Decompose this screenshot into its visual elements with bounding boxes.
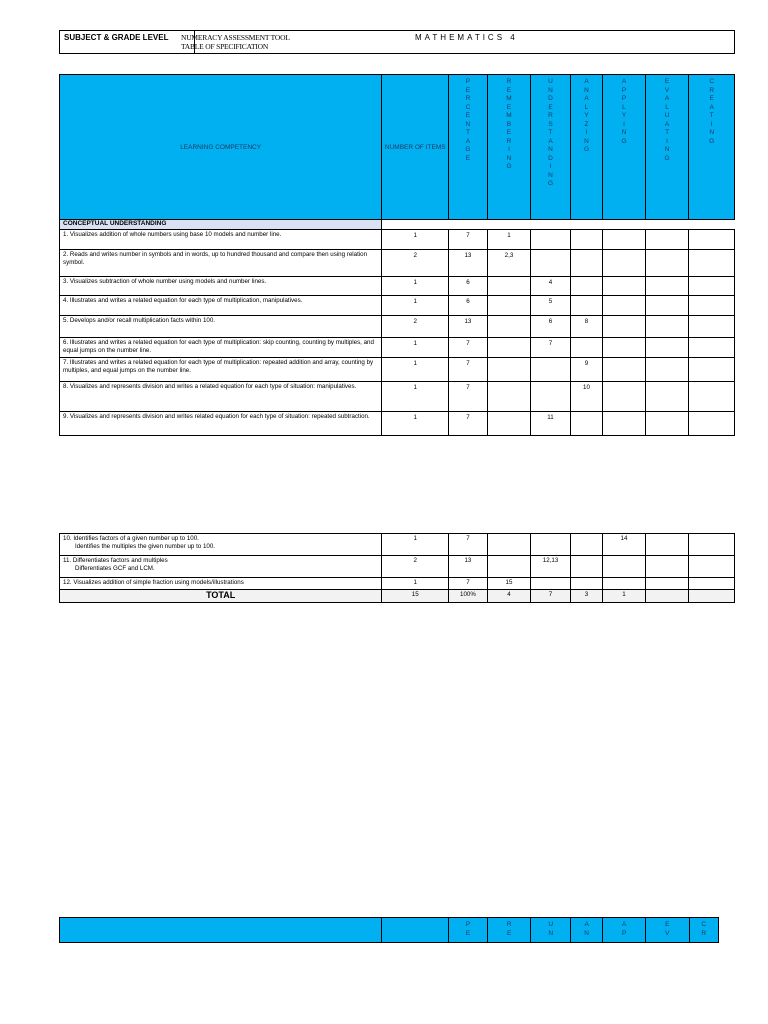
rem-cell — [487, 412, 531, 436]
eva-cell — [645, 534, 689, 556]
header-letter: A — [621, 78, 627, 85]
header-letter: I — [623, 120, 625, 128]
items-cell: 2 — [382, 316, 449, 338]
items-header: NUMBER OF ITEMS — [382, 75, 449, 220]
pct-cell: 7 — [449, 382, 488, 412]
items-cell: 1 — [382, 296, 449, 316]
total-ana-cell: 3 — [570, 590, 602, 603]
header-letter: T — [548, 129, 553, 136]
bottom-ev: E V — [645, 918, 689, 943]
pct-cell: 7 — [449, 230, 488, 250]
header-letter: N — [465, 120, 471, 128]
app-cell — [603, 230, 646, 250]
competency-cell: 3. Visualizes subtraction of whole number using models and number lines. — [60, 277, 382, 296]
header-letter: T — [465, 129, 470, 136]
header-letter: R — [506, 78, 512, 85]
header-letter: E — [506, 129, 512, 136]
table-row — [60, 412, 735, 436]
table-row — [60, 578, 735, 590]
total-app-cell: 1 — [603, 590, 646, 603]
header-letter: E — [709, 95, 714, 102]
header-letter: P — [621, 86, 627, 94]
table-row — [60, 296, 735, 316]
header-letter: I — [585, 129, 588, 136]
header-letter: C — [709, 78, 715, 85]
competency-cell: 8. Visualizes and represents division and writes a related equation for each type of situation: manipulatives. — [60, 382, 382, 412]
items-cell: 1 — [382, 277, 449, 296]
header-letter: N — [584, 86, 589, 94]
table-row — [60, 556, 735, 578]
bottom-ap: A P — [603, 918, 646, 943]
header-letter: M — [506, 95, 512, 102]
competency-text-secondary: Identifies the multiples the given number up to 100. — [75, 543, 215, 550]
header-letter: N — [548, 171, 553, 179]
und-cell — [531, 230, 571, 250]
und-cell — [531, 250, 571, 277]
header-letter: L — [622, 103, 626, 111]
pct-cell: 13 — [449, 316, 488, 338]
total-und-cell: 7 — [531, 590, 571, 603]
total-items-cell: 15 — [382, 590, 449, 603]
competency-cell — [60, 556, 382, 578]
ana-cell — [570, 534, 602, 556]
competency-cell: 2. Reads and writes number in symbols and in words, up to hundred thousand and compare then using relation symbol. — [60, 250, 382, 277]
total-pct-cell: 100% — [449, 590, 488, 603]
app-cell — [603, 412, 646, 436]
competency-text: 10. Identifies factors of a given number up to 100. — [63, 535, 199, 542]
table-row — [60, 534, 735, 556]
ana-cell — [570, 556, 602, 578]
und-cell — [531, 534, 571, 556]
rem-cell: 1 — [487, 230, 531, 250]
rem-cell — [487, 382, 531, 412]
bottom-competency-cell — [60, 918, 382, 943]
header-letter: A — [465, 137, 471, 145]
pct-cell: 6 — [449, 277, 488, 296]
cre-cell — [689, 556, 735, 578]
cre-cell — [689, 277, 735, 296]
und-cell — [531, 358, 571, 382]
items-cell: 2 — [382, 250, 449, 277]
rem-cell — [487, 277, 531, 296]
table-row — [60, 277, 735, 296]
eva-cell — [645, 230, 689, 250]
cre-cell — [689, 578, 735, 590]
competency-header: LEARNING COMPETENCY — [60, 75, 382, 220]
rem-cell: 15 — [487, 578, 531, 590]
header-letter: S — [548, 120, 553, 128]
total-row — [60, 590, 735, 603]
items-cell: 1 — [382, 382, 449, 412]
pct-cell: 6 — [449, 296, 488, 316]
specification-table-continued — [59, 533, 735, 603]
header-letter: U — [664, 112, 670, 119]
eva-cell — [645, 338, 689, 358]
header-letter: E — [506, 103, 512, 111]
header-letter: A — [584, 78, 589, 85]
und-cell: 5 — [531, 296, 571, 316]
und-cell: 4 — [531, 277, 571, 296]
header-letter: U — [548, 78, 553, 85]
header-letter: E — [465, 154, 471, 162]
eva-cell — [645, 250, 689, 277]
items-cell: 2 — [382, 556, 449, 578]
pct-cell: 7 — [449, 338, 488, 358]
cre-cell — [689, 230, 735, 250]
bottom-header-row — [60, 918, 719, 943]
app-cell: 14 — [603, 534, 646, 556]
header-letter: A — [709, 103, 714, 111]
competency-cell: 9. Visualizes and represents division and writes related equation for each type of situation: repeated subtraction. — [60, 412, 382, 436]
header-letter: N — [584, 137, 589, 145]
competency-text-secondary: Differentiates GCF and LCM. — [75, 565, 155, 572]
header-letter: N — [506, 154, 512, 162]
eva-cell — [645, 296, 689, 316]
header-letter: T — [709, 112, 714, 119]
table-row — [60, 230, 735, 250]
header-letter: T — [665, 129, 670, 136]
subject-name: MATHEMATICS 4 — [415, 33, 518, 42]
eva-cell — [645, 358, 689, 382]
header-letter: E — [465, 112, 471, 119]
header-letter: N — [621, 129, 627, 136]
app-cell — [603, 316, 646, 338]
tos-title: TABLE OF SPECIFICATION — [181, 42, 269, 51]
header-letter: R — [548, 112, 553, 119]
header-letter: N — [709, 129, 715, 136]
competency-text: 11. Differentiates factors and multiples — [63, 557, 168, 564]
header-letter: N — [548, 86, 553, 94]
bottom-items-cell — [382, 918, 449, 943]
bottom-cr: C R — [689, 918, 718, 943]
section-label: CONCEPTUAL UNDERSTANDING — [60, 220, 382, 230]
header-letter: E — [548, 103, 553, 111]
pct-cell: 13 — [449, 250, 488, 277]
items-cell: 1 — [382, 412, 449, 436]
header-letter: P — [465, 78, 471, 85]
cre-cell — [689, 250, 735, 277]
header-letter: N — [548, 146, 553, 153]
header-letter: I — [549, 163, 552, 170]
header-letter: N — [664, 146, 670, 153]
table-row — [60, 338, 735, 358]
und-cell: 12,13 — [531, 556, 571, 578]
cre-cell — [689, 534, 735, 556]
header-letter: I — [666, 137, 668, 145]
cre-cell — [689, 412, 735, 436]
header-letter: E — [664, 78, 670, 85]
header-letter: E — [465, 86, 471, 94]
app-cell — [603, 578, 646, 590]
eva-cell — [645, 578, 689, 590]
rem-cell — [487, 316, 531, 338]
bottom-pe: P E — [449, 918, 488, 943]
header-letter: D — [548, 95, 553, 102]
ana-cell — [570, 277, 602, 296]
table-row — [60, 316, 735, 338]
header-letter: G — [547, 180, 554, 187]
header-letter: G — [506, 163, 512, 170]
total-cre-cell — [689, 590, 735, 603]
header-letter: P — [621, 95, 627, 102]
eva-cell — [645, 556, 689, 578]
rem-cell — [487, 556, 531, 578]
ana-cell: 10 — [570, 382, 602, 412]
evaluating-header — [645, 75, 689, 220]
header-letter: R — [465, 95, 471, 102]
total-eva-cell — [645, 590, 689, 603]
cre-cell — [689, 358, 735, 382]
app-cell — [603, 556, 646, 578]
creating-header — [689, 75, 735, 220]
bottom-re: R E — [487, 918, 531, 943]
header-letter: L — [584, 103, 589, 111]
header-letter: A — [664, 95, 670, 102]
remembering-header — [487, 75, 531, 220]
header-letter: A — [664, 120, 670, 128]
competency-cell: 4. Illustrates and writes a related equation for each type of multiplication, manipulatives. — [60, 296, 382, 316]
competency-cell — [60, 578, 382, 590]
document-header — [59, 30, 735, 54]
header-letter: L — [665, 103, 669, 111]
header-letter: A — [548, 137, 553, 145]
tool-title: NUMERACY ASSESSMENT TOOL — [181, 33, 290, 42]
header-letter: R — [709, 86, 715, 94]
header-letter: G — [621, 137, 627, 145]
app-cell — [603, 382, 646, 412]
ana-cell — [570, 578, 602, 590]
header-letter: V — [664, 86, 670, 94]
ana-cell: 8 — [570, 316, 602, 338]
bottom-an: A N — [570, 918, 602, 943]
competency-cell: 5. Develops and/or recall multiplication facts within 100. — [60, 316, 382, 338]
header-letter: G — [465, 146, 471, 153]
total-label: TOTAL — [60, 590, 382, 603]
rem-cell: 2,3 — [487, 250, 531, 277]
cre-cell — [689, 338, 735, 358]
app-cell — [603, 277, 646, 296]
header-letter: Y — [584, 112, 589, 119]
eva-cell — [645, 382, 689, 412]
rem-cell — [487, 338, 531, 358]
und-cell: 7 — [531, 338, 571, 358]
table-row — [60, 250, 735, 277]
items-cell: 1 — [382, 578, 449, 590]
eva-cell — [645, 412, 689, 436]
table-row — [60, 358, 735, 382]
bottom-un: U N — [531, 918, 571, 943]
cre-cell — [689, 316, 735, 338]
competency-cell — [60, 534, 382, 556]
understanding-header — [531, 75, 571, 220]
section-spacer — [382, 220, 735, 230]
rem-cell — [487, 296, 531, 316]
cre-cell — [689, 296, 735, 316]
section-row — [60, 220, 735, 230]
app-cell — [603, 296, 646, 316]
header-letter: I — [508, 146, 510, 153]
analyzing-header — [570, 75, 602, 220]
header-letter: R — [506, 137, 512, 145]
competency-text: 12. Visualizes addition of simple fraction using models/illustrations — [63, 579, 244, 586]
column-header-row — [60, 75, 735, 220]
table-row — [60, 382, 735, 412]
pct-cell: 7 — [449, 578, 488, 590]
und-cell: 11 — [531, 412, 571, 436]
header-letter: E — [506, 86, 512, 94]
pct-cell: 7 — [449, 412, 488, 436]
items-cell: 1 — [382, 338, 449, 358]
total-rem-cell: 4 — [487, 590, 531, 603]
header-letter: G — [583, 146, 590, 153]
header-letter: G — [709, 137, 715, 145]
ana-cell — [570, 296, 602, 316]
rem-cell — [487, 534, 531, 556]
applying-header — [603, 75, 646, 220]
header-letter: C — [465, 103, 471, 111]
cre-cell — [689, 382, 735, 412]
percentage-header — [449, 75, 488, 220]
ana-cell — [570, 230, 602, 250]
items-cell: 1 — [382, 230, 449, 250]
specification-table — [59, 74, 735, 436]
header-letter: Z — [584, 120, 589, 128]
ana-cell — [570, 412, 602, 436]
bottom-header-table — [59, 917, 719, 943]
ana-cell — [570, 250, 602, 277]
competency-cell: 1. Visualizes addition of whole numbers using base 10 models and number line. — [60, 230, 382, 250]
app-cell — [603, 358, 646, 382]
competency-cell: 6. Illustrates and writes a related equation for each type of multiplication: skip counting, counting by multiples, and equal jumps on the number line. — [60, 338, 382, 358]
competency-cell: 7. Illustrates and writes a related equation for each type of multiplication: repeated addition and array, counting by multiples, and equal jumps on the number line. — [60, 358, 382, 382]
eva-cell — [645, 316, 689, 338]
app-cell — [603, 338, 646, 358]
header-letter: B — [506, 120, 512, 128]
pct-cell: 7 — [449, 358, 488, 382]
items-cell: 1 — [382, 358, 449, 382]
app-cell — [603, 250, 646, 277]
ana-cell — [570, 338, 602, 358]
header-letter: D — [548, 154, 553, 162]
und-cell: 6 — [531, 316, 571, 338]
ana-cell: 9 — [570, 358, 602, 382]
header-letter: Y — [621, 112, 627, 119]
und-cell — [531, 578, 571, 590]
header-letter: M — [506, 112, 512, 119]
pct-cell: 7 — [449, 534, 488, 556]
header-letter: G — [664, 154, 670, 162]
eva-cell — [645, 277, 689, 296]
items-cell: 1 — [382, 534, 449, 556]
header-letter: A — [584, 95, 589, 102]
pct-cell: 13 — [449, 556, 488, 578]
subject-label: SUBJECT & GRADE LEVEL — [64, 33, 169, 42]
und-cell — [531, 382, 571, 412]
rem-cell — [487, 358, 531, 382]
header-letter: I — [710, 120, 713, 128]
